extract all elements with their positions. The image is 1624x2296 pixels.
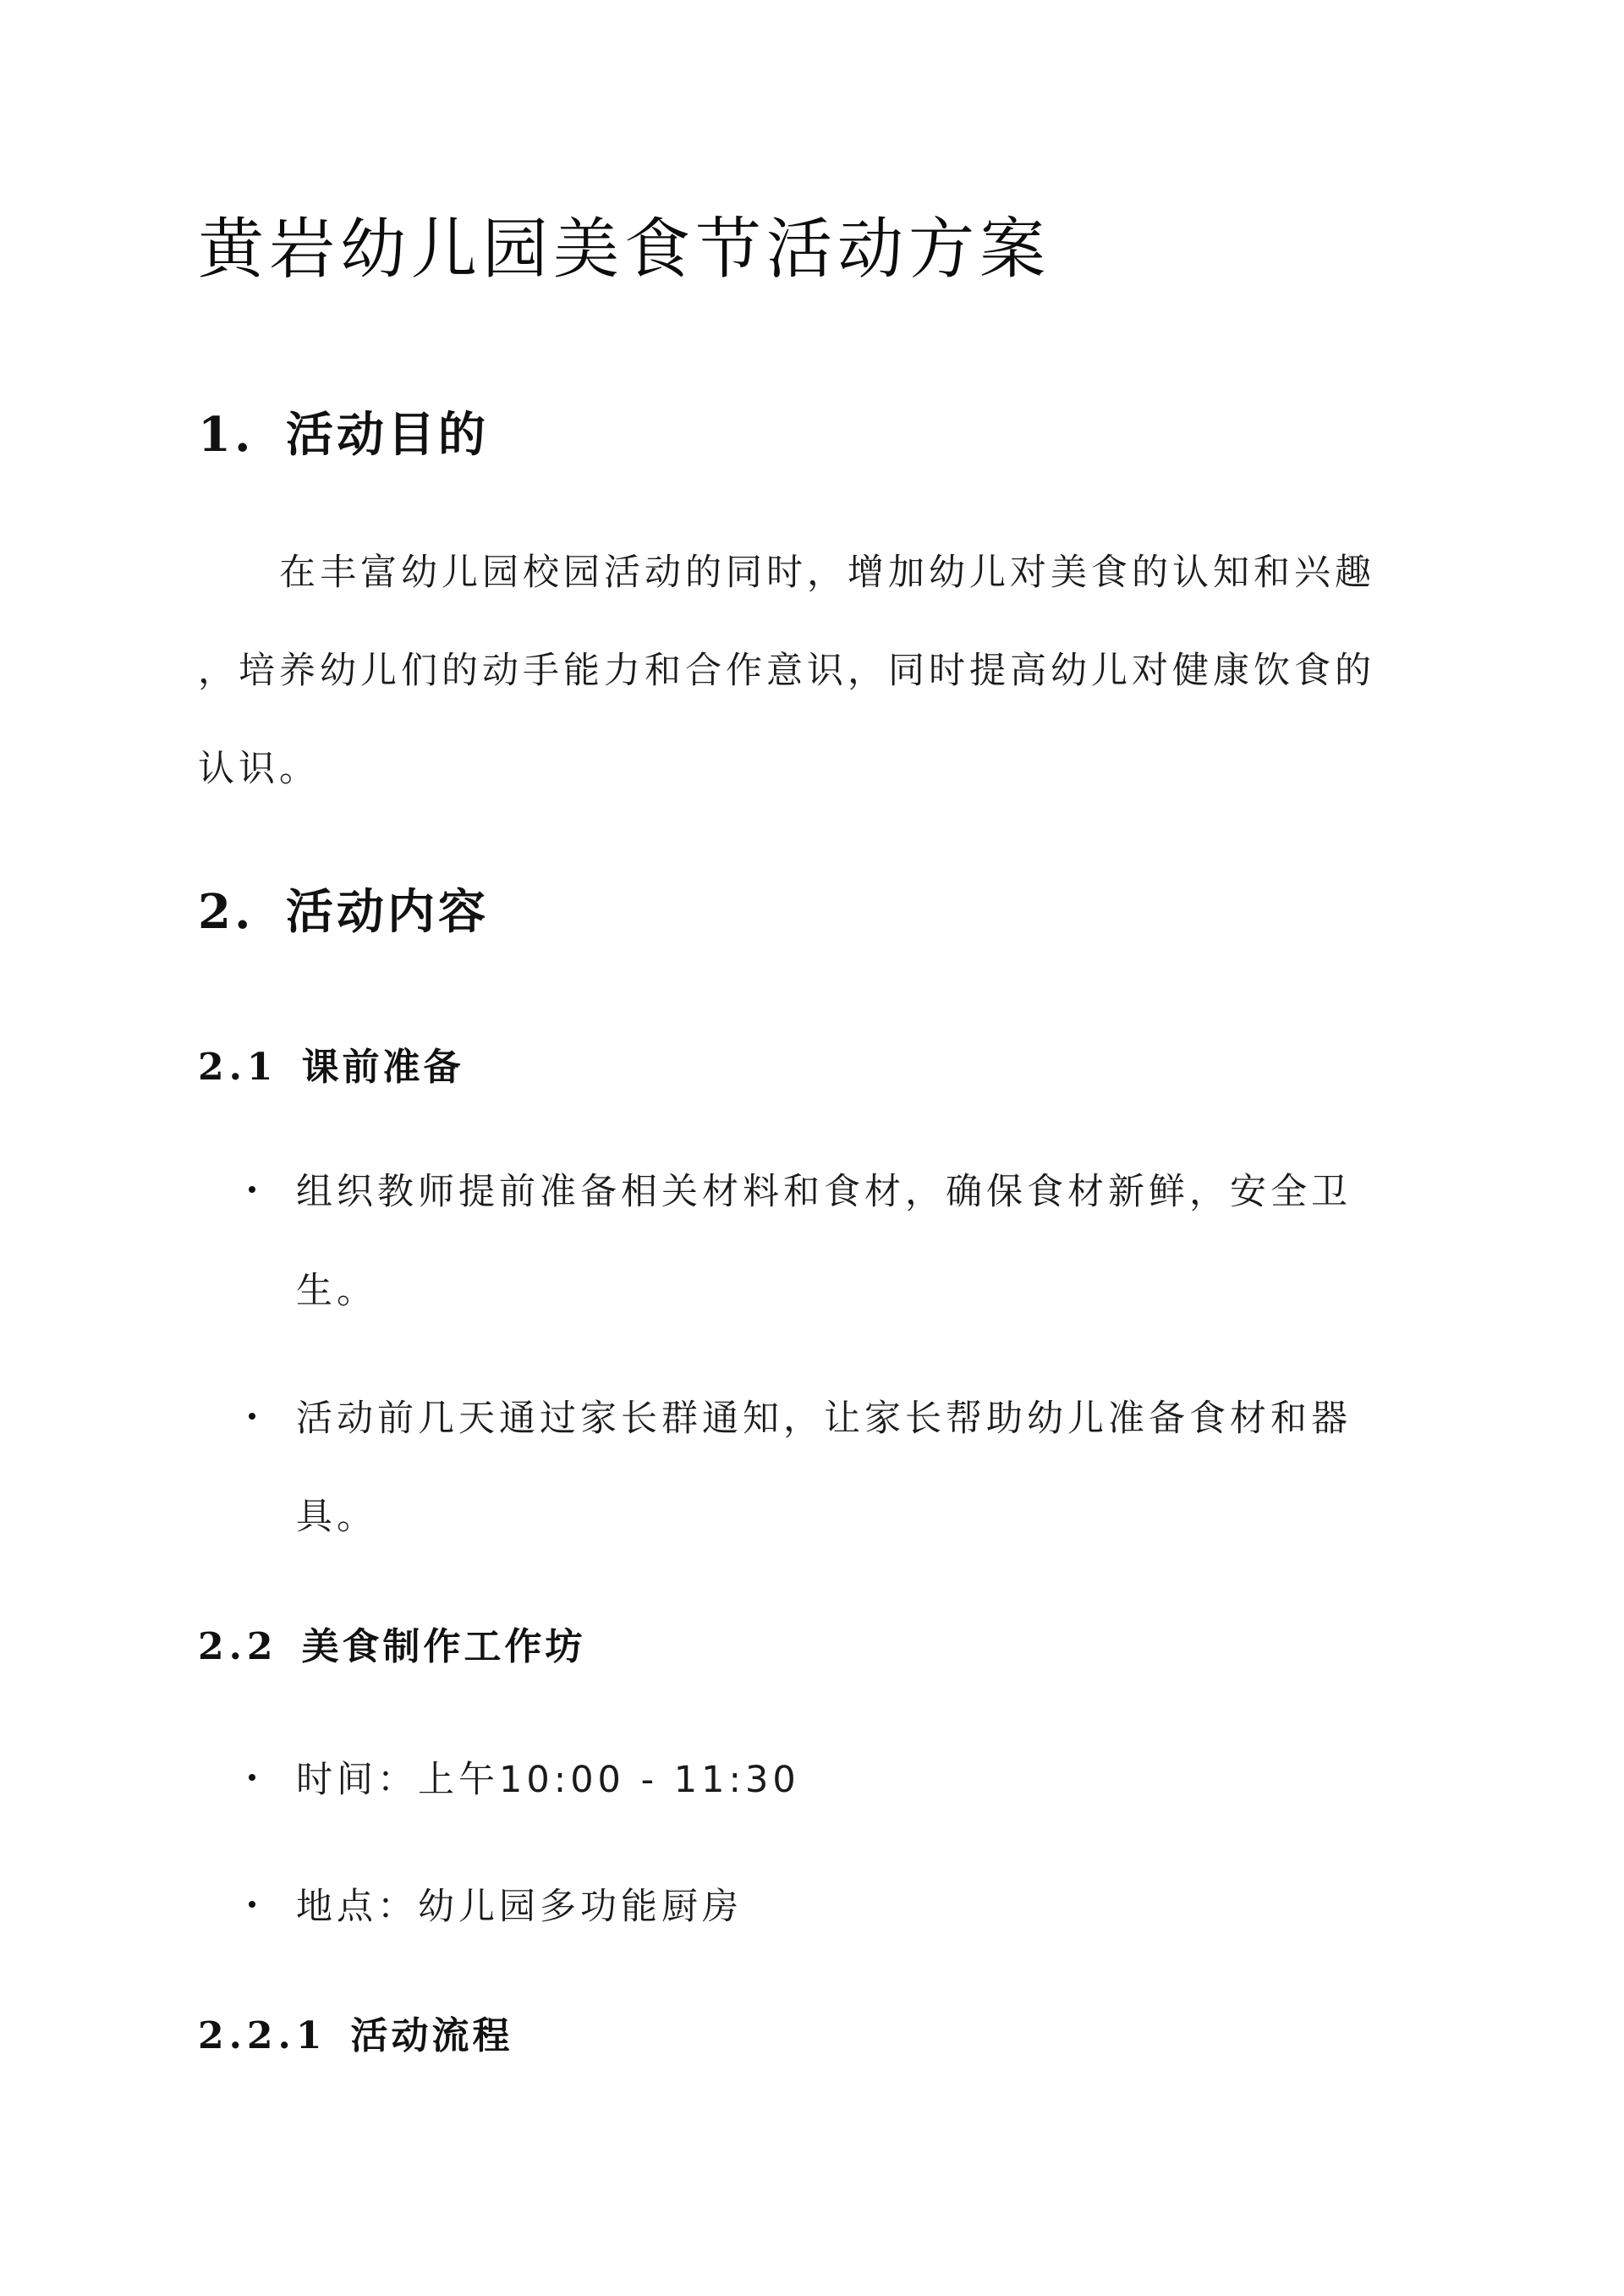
bullet-icon [249, 1901, 255, 1908]
paragraph-line: 认识。 [198, 748, 320, 790]
list-item-line: 生。 [296, 1270, 377, 1312]
subsection-2-1-heading [198, 1036, 464, 1090]
section-number: 2. [198, 884, 255, 940]
subsection-title: 活动流程 [350, 2014, 513, 2057]
section-2-heading [198, 875, 489, 942]
subsection-number: 2.2.1 [198, 2014, 327, 2057]
list-item-time: 时间：上午10:00 - 11:30 [296, 1759, 800, 1801]
subsection-number: 2.2 [198, 1625, 278, 1668]
subsection-2-2-1-heading [198, 2005, 513, 2059]
list-item-line: 组织教师提前准备相关材料和食材，确保食材新鲜，安全卫 [296, 1171, 1352, 1213]
subsection-title: 美食制作工作坊 [301, 1625, 586, 1668]
list-item-line: 具。 [296, 1496, 377, 1538]
document-title: 黄岩幼儿园美食节活动方案 [198, 211, 1051, 288]
section-1-heading [198, 398, 489, 465]
paragraph-line: ，培养幼儿们的动手能力和合作意识，同时提高幼儿对健康饮食的 [198, 650, 1375, 692]
section-title: 活动内容 [286, 884, 489, 940]
section-title: 活动目的 [286, 407, 489, 463]
bullet-icon [249, 1413, 255, 1420]
subsection-number: 2.1 [198, 1046, 278, 1089]
paragraph-line: 在丰富幼儿园校园活动的同时，增加幼儿对美食的认知和兴趣 [279, 552, 1375, 594]
bullet-icon [249, 1186, 255, 1193]
subsection-title: 课前准备 [301, 1046, 464, 1089]
subsection-2-2-heading [198, 1616, 586, 1670]
bullet-icon [249, 1774, 255, 1781]
list-item-location: 地点：幼儿园多功能厨房 [296, 1886, 743, 1928]
section-number: 1. [198, 407, 255, 463]
list-item-line: 活动前几天通过家长群通知，让家长帮助幼儿准备食材和器 [296, 1398, 1352, 1440]
